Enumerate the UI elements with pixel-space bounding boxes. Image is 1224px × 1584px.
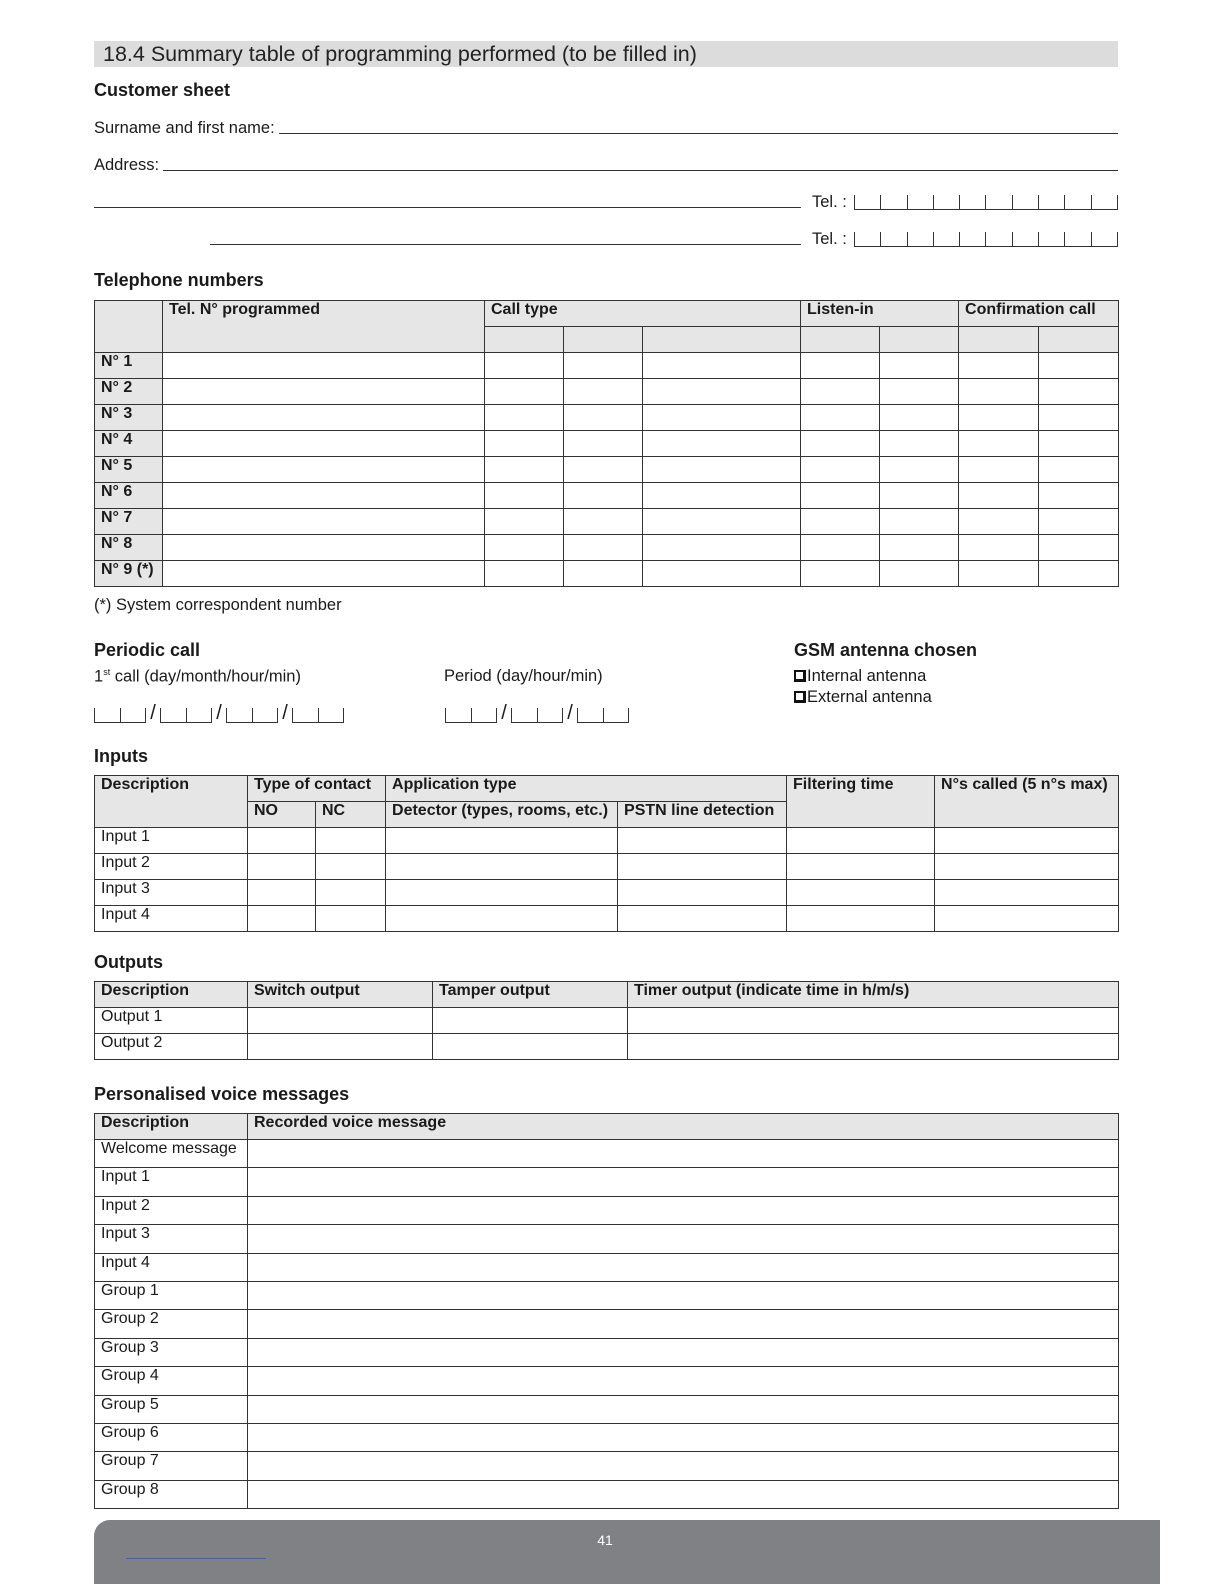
table-row xyxy=(95,1253,1119,1281)
tel-cell[interactable] xyxy=(801,561,880,587)
output-cell[interactable] xyxy=(248,1008,433,1034)
tel-cell[interactable] xyxy=(959,405,1039,431)
tel-subheader xyxy=(959,327,1039,353)
inputs-header-pstn: PSTN line detection xyxy=(618,802,787,828)
voice-messages-table xyxy=(94,1113,1119,1509)
outputs-header-timer: Timer output (indicate time in h/m/s) xyxy=(628,982,1119,1008)
tel-subheader xyxy=(1039,327,1119,353)
gsm-option-label: External antenna xyxy=(807,688,932,706)
tel-cell[interactable] xyxy=(564,483,643,509)
inputs-header-type-of-contact: Type of contact xyxy=(248,776,386,802)
table-row xyxy=(95,906,1119,932)
tel-cell[interactable] xyxy=(959,379,1039,405)
input-cell[interactable] xyxy=(935,828,1119,854)
input-cell[interactable] xyxy=(386,880,618,906)
voice-cell[interactable] xyxy=(248,1225,1119,1253)
tel-header-confirmation: Confirmation call xyxy=(959,301,1119,327)
tel-subheader xyxy=(801,327,880,353)
voice-row-label: Input 2 xyxy=(95,1196,248,1224)
tel-cell[interactable] xyxy=(643,561,801,587)
output-cell[interactable] xyxy=(433,1008,628,1034)
tel-cell[interactable] xyxy=(485,457,564,483)
tel-cell[interactable] xyxy=(643,457,801,483)
voice-cell[interactable] xyxy=(248,1395,1119,1423)
voice-cell[interactable] xyxy=(248,1253,1119,1281)
voice-row-label: Group 3 xyxy=(95,1338,248,1366)
voice-cell[interactable] xyxy=(248,1338,1119,1366)
first-call-sup: st xyxy=(103,667,111,677)
tel-cell[interactable] xyxy=(643,509,801,535)
voice-cell[interactable] xyxy=(248,1310,1119,1338)
inputs-header-application-type: Application type xyxy=(386,776,787,802)
input-row-label: Input 4 xyxy=(95,906,248,932)
input-row-label: Input 1 xyxy=(95,828,248,854)
voice-row-label: Group 7 xyxy=(95,1452,248,1480)
period-label: Period (day/hour/min) xyxy=(444,667,603,685)
section-title: 18.4 Summary table of programming performed (to be filled in) xyxy=(103,42,697,66)
tel-cell[interactable] xyxy=(801,353,880,379)
tel-cell[interactable] xyxy=(163,431,485,457)
tel-cell[interactable] xyxy=(485,405,564,431)
tel-cell[interactable] xyxy=(801,509,880,535)
surname-label: Surname and first name: xyxy=(94,119,275,137)
surname-input-line[interactable] xyxy=(279,133,1118,134)
tel-cell[interactable] xyxy=(801,457,880,483)
table-row xyxy=(95,854,1119,880)
tel-cell[interactable] xyxy=(880,483,959,509)
table-row xyxy=(95,405,1119,431)
tel-cell[interactable] xyxy=(485,561,564,587)
tel-cell[interactable] xyxy=(643,483,801,509)
table-row xyxy=(95,1338,1119,1366)
tel-subheader xyxy=(643,327,801,353)
table-row xyxy=(95,828,1119,854)
input-cell[interactable] xyxy=(316,880,386,906)
tel-cell[interactable] xyxy=(880,379,959,405)
inputs-header-no: NO xyxy=(248,802,316,828)
tel-label-1: Tel. : xyxy=(812,193,847,211)
table-row xyxy=(95,1196,1119,1224)
outputs-heading: Outputs xyxy=(94,952,163,972)
tel-cell[interactable] xyxy=(485,431,564,457)
table-row xyxy=(95,483,1119,509)
voice-header-description: Description xyxy=(95,1114,248,1140)
tel-cell[interactable] xyxy=(959,509,1039,535)
table-row xyxy=(95,1480,1119,1508)
tel-cell[interactable] xyxy=(564,379,643,405)
output-cell[interactable] xyxy=(433,1034,628,1060)
table-row xyxy=(95,431,1119,457)
tel-cell[interactable] xyxy=(880,431,959,457)
gsm-option-external[interactable] xyxy=(794,688,932,707)
tel-cell[interactable] xyxy=(485,509,564,535)
tel-corner-cell xyxy=(95,301,163,353)
input-cell[interactable] xyxy=(316,854,386,880)
tel-row-label: N° 1 xyxy=(95,353,163,379)
voice-messages-heading: Personalised voice messages xyxy=(94,1084,350,1104)
output-row-label: Output 2 xyxy=(95,1034,248,1060)
table-row xyxy=(95,509,1119,535)
input-cell[interactable] xyxy=(787,880,935,906)
periodic-call-heading: Periodic call xyxy=(94,640,201,660)
input-cell[interactable] xyxy=(935,906,1119,932)
tel-cell[interactable] xyxy=(1039,405,1119,431)
tel-header-call-type: Call type xyxy=(485,301,801,327)
tel-cell[interactable] xyxy=(564,535,643,561)
tel-header-listen-in: Listen-in xyxy=(801,301,959,327)
input-cell[interactable] xyxy=(618,906,787,932)
tel-cell[interactable] xyxy=(564,509,643,535)
tel-cell[interactable] xyxy=(1039,509,1119,535)
customer-sheet-heading: Customer sheet xyxy=(94,80,231,100)
input-cell[interactable] xyxy=(935,854,1119,880)
inputs-header-nc: NC xyxy=(316,802,386,828)
tel-row-label: N° 4 xyxy=(95,431,163,457)
tel-cell[interactable] xyxy=(163,405,485,431)
footer-link-underline[interactable] xyxy=(126,1558,266,1559)
tel-subheader xyxy=(564,327,643,353)
input-cell[interactable] xyxy=(248,828,316,854)
tel-cell[interactable] xyxy=(643,405,801,431)
voice-cell[interactable] xyxy=(248,1140,1119,1168)
tel-cell[interactable] xyxy=(880,535,959,561)
voice-row-label: Group 1 xyxy=(95,1281,248,1309)
voice-cell[interactable] xyxy=(248,1480,1119,1508)
inputs-header-detector: Detector (types, rooms, etc.) xyxy=(386,802,618,828)
inputs-header-filtering-time: Filtering time xyxy=(787,776,935,828)
tel-cell[interactable] xyxy=(564,353,643,379)
tel-subheader xyxy=(485,327,564,353)
tel-cell[interactable] xyxy=(485,353,564,379)
tel-cell[interactable] xyxy=(880,509,959,535)
tel-cell[interactable] xyxy=(1039,561,1119,587)
voice-cell[interactable] xyxy=(248,1452,1119,1480)
table-row xyxy=(95,1008,1119,1034)
tel-cell[interactable] xyxy=(163,457,485,483)
tel-cell[interactable] xyxy=(163,483,485,509)
tel-cell[interactable] xyxy=(880,561,959,587)
input-cell[interactable] xyxy=(618,854,787,880)
inputs-heading: Inputs xyxy=(94,746,148,766)
page-number: 41 xyxy=(597,1532,613,1548)
voice-row-label: Group 2 xyxy=(95,1310,248,1338)
table-row xyxy=(95,1310,1119,1338)
tel-cell[interactable] xyxy=(163,535,485,561)
tel-cell[interactable] xyxy=(801,379,880,405)
tel-cell[interactable] xyxy=(564,405,643,431)
tel-cell[interactable] xyxy=(801,535,880,561)
address-line-3[interactable] xyxy=(210,244,801,245)
tel-cell[interactable] xyxy=(801,431,880,457)
input-cell[interactable] xyxy=(618,880,787,906)
inputs-header-ns-called: N°s called (5 n°s max) xyxy=(935,776,1119,828)
tel-cell[interactable] xyxy=(801,405,880,431)
outputs-header-description: Description xyxy=(95,982,248,1008)
voice-row-label: Group 4 xyxy=(95,1367,248,1395)
voice-cell[interactable] xyxy=(248,1168,1119,1196)
input-cell[interactable] xyxy=(386,828,618,854)
tel-row-label: N° 5 xyxy=(95,457,163,483)
outputs-header-tamper: Tamper output xyxy=(433,982,628,1008)
voice-cell[interactable] xyxy=(248,1281,1119,1309)
tel-cell[interactable] xyxy=(643,431,801,457)
tel-cell[interactable] xyxy=(485,483,564,509)
input-cell[interactable] xyxy=(386,906,618,932)
table-row xyxy=(95,1225,1119,1253)
voice-row-label: Welcome message xyxy=(95,1140,248,1168)
output-cell[interactable] xyxy=(248,1034,433,1060)
outputs-table xyxy=(94,981,1119,1060)
first-call-prefix: 1 xyxy=(94,667,104,686)
input-cell[interactable] xyxy=(386,854,618,880)
tel-header-programmed: Tel. N° programmed xyxy=(163,301,485,353)
voice-cell[interactable] xyxy=(248,1196,1119,1224)
table-row xyxy=(95,1034,1119,1060)
output-cell[interactable] xyxy=(628,1034,1119,1060)
table-row xyxy=(95,379,1119,405)
table-row xyxy=(95,1168,1119,1196)
section-title-banner xyxy=(94,41,1118,67)
gsm-option-internal[interactable] xyxy=(794,667,926,686)
input-row-label: Input 3 xyxy=(95,880,248,906)
tel-cell[interactable] xyxy=(564,457,643,483)
table-row xyxy=(95,353,1119,379)
table-row xyxy=(95,457,1119,483)
address-line-2[interactable] xyxy=(94,207,801,208)
tel-cell[interactable] xyxy=(959,535,1039,561)
tel-cell[interactable] xyxy=(643,379,801,405)
tel-cell[interactable] xyxy=(959,561,1039,587)
period-boxes[interactable]: / / xyxy=(445,703,629,723)
tel-cell[interactable] xyxy=(643,353,801,379)
first-call-date-boxes[interactable]: / / / xyxy=(94,703,344,723)
tel-row-label: N° 2 xyxy=(95,379,163,405)
voice-row-label: Group 5 xyxy=(95,1395,248,1423)
address-label: Address: xyxy=(94,156,160,174)
table-row xyxy=(95,561,1119,587)
table-row xyxy=(95,1423,1119,1451)
page-footer xyxy=(94,1520,1160,1584)
tel-cell[interactable] xyxy=(959,483,1039,509)
tel-cell[interactable] xyxy=(959,353,1039,379)
voice-row-label: Input 4 xyxy=(95,1253,248,1281)
tel-boxes-2[interactable] xyxy=(854,232,1118,247)
tel-row-label: N° 7 xyxy=(95,509,163,535)
table-row xyxy=(95,1395,1119,1423)
gsm-antenna-heading: GSM antenna chosen xyxy=(794,640,978,660)
voice-row-label: Group 8 xyxy=(95,1480,248,1508)
tel-cell[interactable] xyxy=(880,457,959,483)
tel-cell[interactable] xyxy=(801,483,880,509)
address-input-line[interactable] xyxy=(163,170,1118,171)
input-cell[interactable] xyxy=(935,880,1119,906)
telephone-numbers-heading: Telephone numbers xyxy=(94,270,264,290)
tel-label-2: Tel. : xyxy=(812,230,847,248)
first-call-label xyxy=(94,667,301,687)
input-cell[interactable] xyxy=(787,906,935,932)
tel-row-label: N° 3 xyxy=(95,405,163,431)
tel-cell[interactable] xyxy=(959,457,1039,483)
tel-row-label: N° 8 xyxy=(95,535,163,561)
checkbox-icon[interactable] xyxy=(794,670,806,682)
tel-cell[interactable] xyxy=(643,535,801,561)
voice-cell[interactable] xyxy=(248,1367,1119,1395)
tel-cell[interactable] xyxy=(880,405,959,431)
tel-row-label: N° 9 (*) xyxy=(95,561,163,587)
table-row xyxy=(95,880,1119,906)
outputs-header-switch: Switch output xyxy=(248,982,433,1008)
voice-cell[interactable] xyxy=(248,1423,1119,1451)
tel-cell[interactable] xyxy=(1039,379,1119,405)
input-cell[interactable] xyxy=(316,828,386,854)
output-cell[interactable] xyxy=(628,1008,1119,1034)
tel-footnote: (*) System correspondent number xyxy=(94,596,342,614)
tel-cell[interactable] xyxy=(1039,483,1119,509)
tel-boxes-1[interactable] xyxy=(854,195,1118,210)
first-call-text: call (day/month/hour/min) xyxy=(110,667,301,686)
tel-cell[interactable] xyxy=(564,431,643,457)
table-row xyxy=(95,1281,1119,1309)
table-row xyxy=(95,1452,1119,1480)
tel-cell[interactable] xyxy=(485,379,564,405)
table-row xyxy=(95,535,1119,561)
input-cell[interactable] xyxy=(787,828,935,854)
voice-header-recorded: Recorded voice message xyxy=(248,1114,1119,1140)
tel-row-label: N° 6 xyxy=(95,483,163,509)
tel-subheader xyxy=(880,327,959,353)
inputs-table xyxy=(94,775,1119,932)
tel-cell[interactable] xyxy=(1039,353,1119,379)
input-cell[interactable] xyxy=(787,854,935,880)
voice-row-label: Group 6 xyxy=(95,1423,248,1451)
tel-cell[interactable] xyxy=(880,353,959,379)
telephone-numbers-table xyxy=(94,300,1119,587)
table-row xyxy=(95,1140,1119,1168)
tel-cell[interactable] xyxy=(163,561,485,587)
gsm-option-label: Internal antenna xyxy=(807,667,927,685)
tel-cell[interactable] xyxy=(485,535,564,561)
output-row-label: Output 1 xyxy=(95,1008,248,1034)
tel-cell[interactable] xyxy=(163,509,485,535)
tel-cell[interactable] xyxy=(163,379,485,405)
input-cell[interactable] xyxy=(618,828,787,854)
inputs-header-description: Description xyxy=(95,776,248,828)
tel-cell[interactable] xyxy=(163,353,485,379)
input-cell[interactable] xyxy=(316,906,386,932)
voice-row-label: Input 3 xyxy=(95,1225,248,1253)
tel-cell[interactable] xyxy=(1039,431,1119,457)
voice-row-label: Input 1 xyxy=(95,1168,248,1196)
table-row xyxy=(95,1367,1119,1395)
input-cell[interactable] xyxy=(248,854,316,880)
tel-cell[interactable] xyxy=(1039,457,1119,483)
input-cell[interactable] xyxy=(248,880,316,906)
tel-cell[interactable] xyxy=(1039,535,1119,561)
tel-cell[interactable] xyxy=(959,431,1039,457)
checkbox-icon[interactable] xyxy=(794,691,806,703)
tel-cell[interactable] xyxy=(564,561,643,587)
input-row-label: Input 2 xyxy=(95,854,248,880)
input-cell[interactable] xyxy=(248,906,316,932)
